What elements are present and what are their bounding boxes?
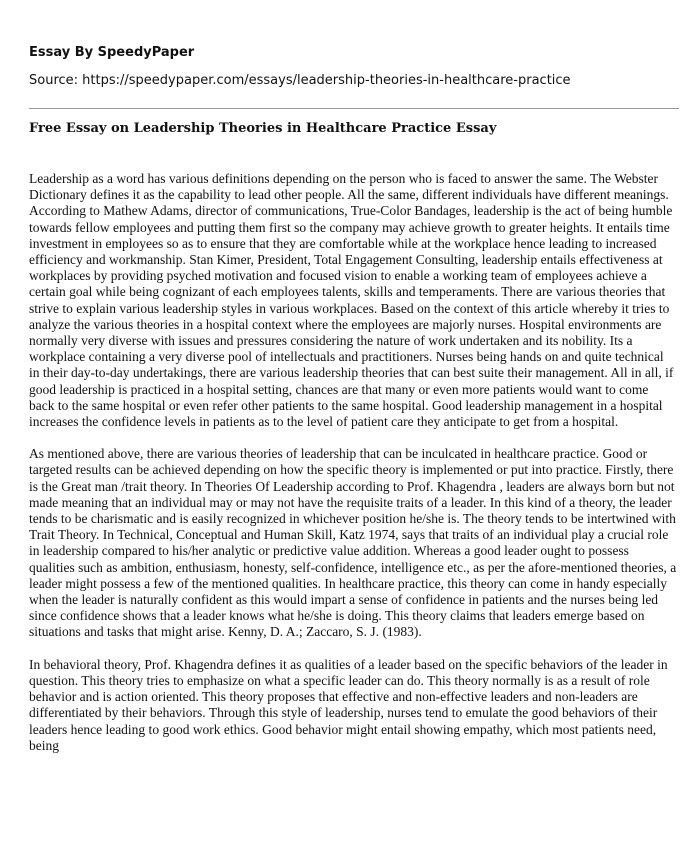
essay-paragraph-2: As mentioned above, there are various theories of leadership that can be inculcated in healthcare practice. Good or targeted results can be achieved depending on how the specific theory is implemented or put into practice. Firstly, there is the Great man /trait theory. In Theories Of Leadership according to Prof. Khagendra , leaders are always born but not made meaning that an individual may or may not have the requisite traits of a leader. In this kind of a theory, the leader tends to be charismatic and is easily recognized in whichever position he/she is. The theory tends to be intertwined with Trait Theory. In Technical, Conceptual and Human Skill, Katz 1974, says that traits of an individual play a crucial role in leadership compared to his/her analytic or predictive value addition. Whereas a good leader ought to possess qualities such as ambition, enthusiasm, honesty, self-confidence, intelligence etc., as per the afore-mentioned theories, a leader might possess a few of the mentioned qualities. In healthcare practice, this theory can come in handy especially when the leader is naturally confident as this would impart a sense of confidence in patients and the nurses being led since confidence shows that a leader knows what he/she is doing. This theory claims that leaders emerge based on situations and tasks that might arise. Kenny, D. A.; Zaccaro, S. J. (1983).	[29, 446, 677, 640]
header-divider	[29, 108, 679, 109]
essay-paragraph-3: In behavioral theory, Prof. Khagendra defines it as qualities of a leader based on the specific behaviors of the leader in question. This theory tries to emphasize on what a specific leader can do. This theory normally is as a result of role behavior and is action oriented. This theory proposes that effective and non-effective leaders and non-leaders are differentiated by their behaviors. Through this style of leadership, nurses tend to emulate the good behaviors of their leaders hence leading to good work ethics. Good behavior might entail showing empathy, which most patients need, being	[29, 656, 668, 753]
essay-title: Free Essay on Leadership Theories in Healthcare Practice Essay	[29, 121, 497, 136]
source-line: Source: https://speedypaper.com/essays/leadership-theories-in-healthcare-practice	[29, 73, 571, 88]
essay-paragraph-1: Leadership as a word has various definitions depending on the person who is faced to answer the same. The Webster Dictionary defines it as the capability to lead other people. All the same, different individuals have different meanings. According to Mathew Adams, director of communications, True-Color Bandages, leadership is the act of being humble towards fellow employees and putting them first so the company may achieve growth to greater heights. It entails time investment in employees so as to ensure that they are comfortable while at the workplace hence leading to increased efficiency and workmanship. Stan Kimer, President, Total Engagement Consulting, leadership entails effectiveness at workplaces by providing psyched motivation and focused vision to enable a working team of employees achieve a certain goal while being cognizant of each employees talents, skills and temperaments. There are various theories that strive to explain various leadership styles in various workplaces. Based on the context of this article whereby it tries to analyze the various theories in a hospital context where the employees are majorly nurses. Hospital environments are normally very diverse with issues and pressures considering the nature of work undertaken and its nobility. Its a workplace containing a very diverse pool of intellectuals and practitioners. Nurses being hands on and quite technical in their day-to-day undertakings, there are various leadership theories that can best suite their management. All in all, if good leadership is practiced in a hospital setting, chances are that many or even more patients would want to come back to the same hospital or even refer other patients to the same hospital. Good leadership management in a hospital increases the confidence levels in patients as to the level of patient care they anticipate to get from a hospital.	[29, 171, 674, 430]
essay-body	[29, 171, 677, 770]
header-title: Essay By SpeedyPaper	[29, 45, 195, 60]
